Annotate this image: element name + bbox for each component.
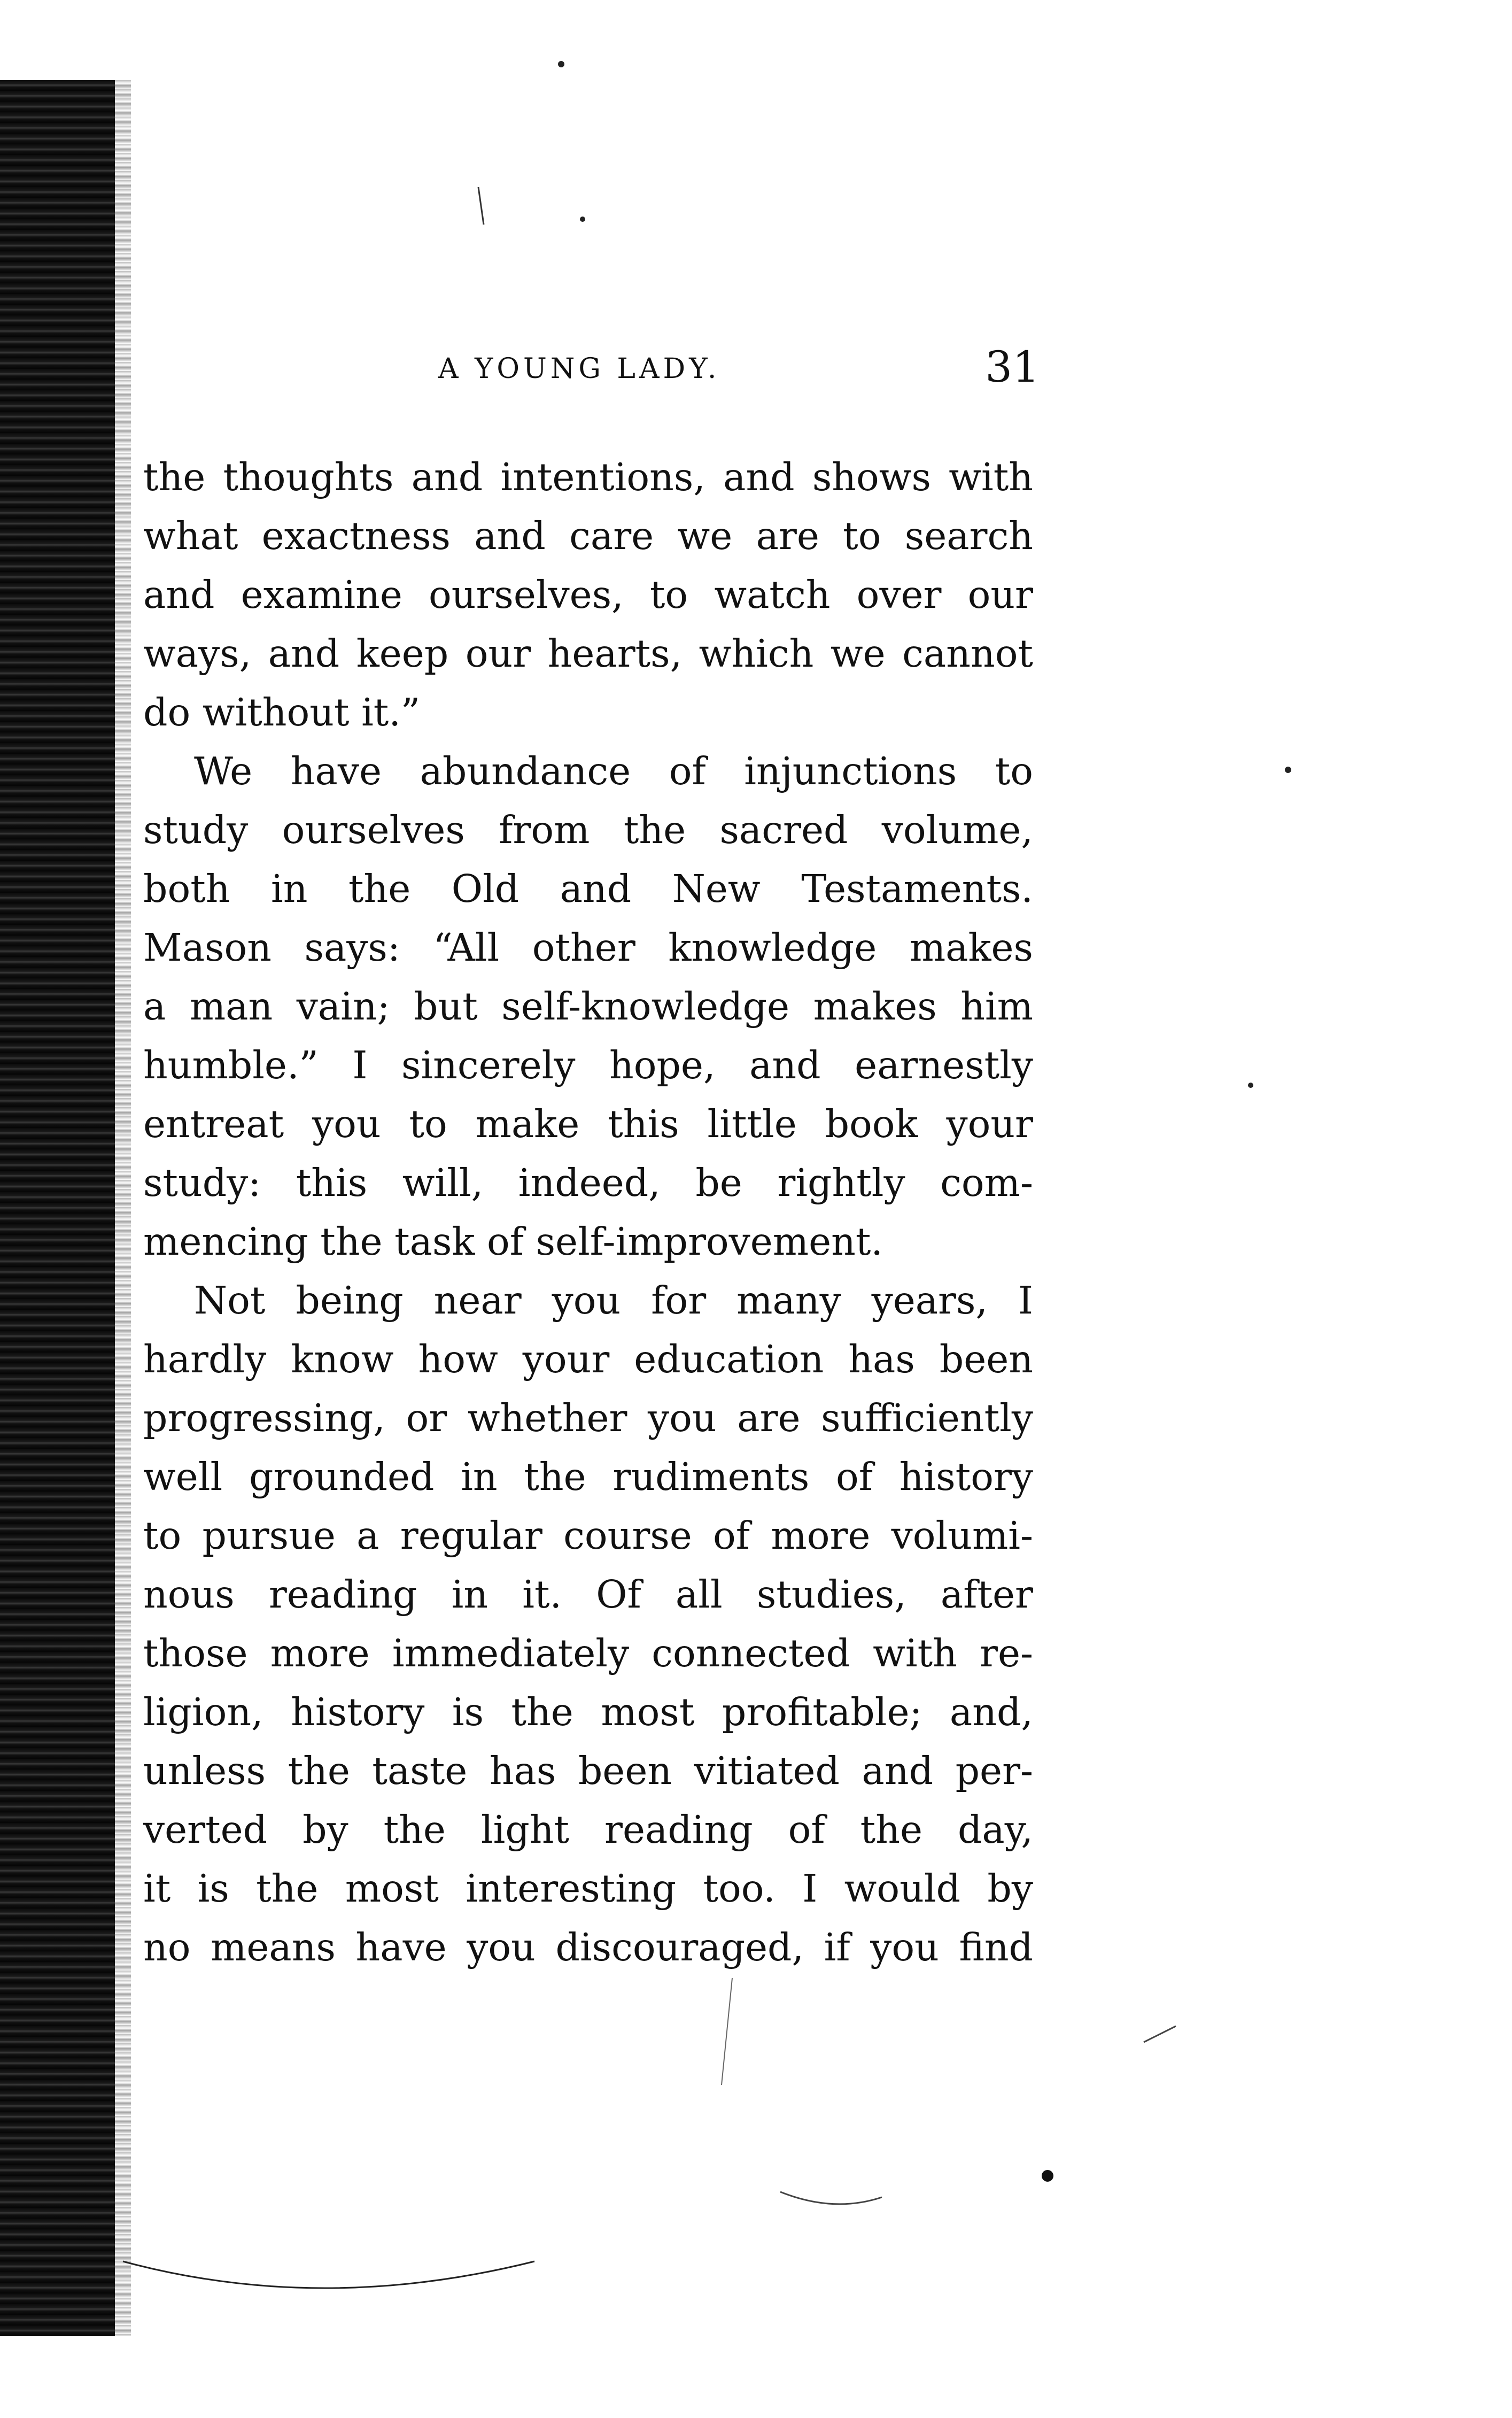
scan-hairline <box>780 2192 882 2204</box>
paragraph-start-line: We have abundance of injunctions to <box>194 749 1033 793</box>
body-text <box>143 448 1033 1977</box>
text-line: to pursue a regular course of more volumi- <box>143 1513 1033 1558</box>
text-line: entreat you to make this little book your <box>143 1102 1033 1146</box>
text-line: nous reading in it. Of all studies, after <box>143 1572 1033 1617</box>
text-line: and examine ourselves, to watch over our <box>143 573 1033 617</box>
text-line: do without it.” <box>143 690 421 735</box>
running-title: A YOUNG LADY. <box>438 353 720 385</box>
text-line: verted by the light reading of the day, <box>143 1807 1033 1852</box>
text-line: ligion, history is the most profitable; and, <box>143 1690 1033 1734</box>
page-number: 31 <box>985 342 1040 392</box>
paragraph-start-line: Not being near you for many years, I <box>194 1278 1033 1323</box>
text-line: the thoughts and intentions, and shows with <box>143 455 1033 499</box>
text-line: progressing, or whether you are sufficiently <box>143 1396 1033 1440</box>
scan-hairline <box>1144 2026 1176 2042</box>
scan-speck <box>580 217 585 222</box>
scan-speck <box>1042 2170 1053 2182</box>
text-line: no means have you discouraged, if you find <box>143 1925 1033 1969</box>
text-line: study ourselves from the sacred volume, <box>143 808 1033 852</box>
text-line: those more immediately connected with re- <box>143 1631 1033 1675</box>
scan-speck <box>1285 767 1291 773</box>
text-line: ways, and keep our hearts, which we cannot <box>143 631 1033 676</box>
scan-speck <box>1248 1083 1253 1088</box>
scan-hairline <box>123 2261 534 2288</box>
text-line: it is the most interesting too. I would by <box>143 1866 1033 1911</box>
text-line: a man vain; but self-knowledge makes him <box>143 984 1033 1029</box>
scan-speck <box>558 61 564 67</box>
running-head <box>152 342 1040 401</box>
text-line: what exactness and care we are to search <box>143 514 1033 558</box>
text-line: unless the taste has been vitiated and per- <box>143 1749 1033 1793</box>
binding-edge <box>0 80 115 2336</box>
text-line: humble.” I sincerely hope, and earnestly <box>143 1043 1033 1087</box>
text-line: study: this will, indeed, be rightly com- <box>143 1161 1033 1205</box>
text-line: both in the Old and New Testaments. <box>143 867 1033 911</box>
text-line: mencing the task of self-improvement. <box>143 1219 883 1264</box>
scan-hairline <box>722 1978 732 2085</box>
text-line: Mason says: “All other knowledge makes <box>143 925 1033 970</box>
text-line: well grounded in the rudiments of history <box>143 1455 1033 1499</box>
scan-hairline <box>478 187 484 225</box>
text-line: hardly know how your education has been <box>143 1337 1033 1381</box>
